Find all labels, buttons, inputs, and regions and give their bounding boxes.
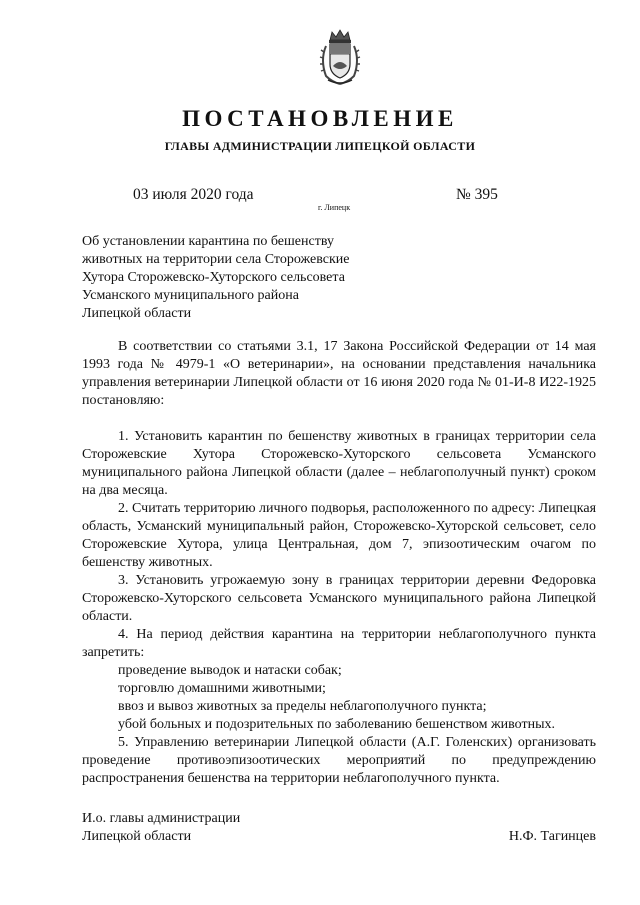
signatory-position [82,810,240,846]
document-subtitle: ГЛАВЫ АДМИНИСТРАЦИИ ЛИПЕЦКОЙ ОБЛАСТИ [164,139,476,153]
subject-line: Хутора Сторожевско-Хуторского сельсовета [82,270,345,285]
signatory-position-line: И.о. главы администрации [82,811,241,826]
document-number: № 395 [456,186,498,203]
clause-4-item: ввоз и вывоз животных за пределы неблагополучного пункта; [118,699,487,714]
clause-4-item: убой больных и подозрительных по заболеванию бешенством животных. [118,717,556,732]
clause-4-item: проведение выводок и натаски собак; [118,663,342,678]
subject-line: Усманского муниципального района [82,288,299,303]
document-body [82,338,596,788]
clause-5: 5. Управлению ветеринарии Липецкой области (А.Г. Голенских) организовать проведение противоэпизоотических мероприятий по предупреждению распространения бешенства на территории неблагополучного пункта. [82,735,596,786]
preamble-paragraph: В соответствии со статьями 3.1, 17 Закона Российской Федерации от 14 мая 1993 года № 4979-1 «О ветеринарии», на основании представления начальника управления ветеринарии Липецкой области от 16 июня 2020 года № 01-И-8 И22-1925 постановляю: [82,339,596,408]
subject-line: Липецкой области [82,306,192,321]
clause-2: 2. Считать территорию личного подворья, расположенного по адресу: Липецкая область, Усманский муниципальный район, Сторожевско-Хуторской сельсовет, село Сторожевские Хутора, улица Центральная, дом 7, эпизоотическим очагом по бешенству животных. [82,501,597,570]
subject-line: животных на территории села Сторожевские [82,252,350,267]
document-title: ПОСТАНОВЛЕНИЕ [182,106,458,131]
clause-3: 3. Установить угрожаемую зону в границах территории деревни Федоровка Сторожевско-Хуторского сельсовета Усманского муниципального района Липецкой области. [82,573,596,624]
document-subject [82,233,402,323]
clause-4-item: торговлю домашними животными; [118,681,326,696]
document-city: г. Липецк [318,203,351,212]
clause-1: 1. Установить карантин по бешенству животных в границах территории села Сторожевские Хутора Сторожевско-Хуторского сельсовета Усманского муниципального района Липецкой области (далее – неблагополучный пункт) сроком на два месяца. [82,429,596,498]
document-date: 03 июля 2020 года [133,186,254,203]
signatory-name: Н.Ф. Тагинцев [508,829,596,844]
subject-line: Об установлении карантина по бешенству [82,234,334,249]
clause-4: 4. На период действия карантина на территории неблагополучного пункта запретить: [82,627,596,660]
signatory-position-line: Липецкой области [82,829,192,844]
coat-of-arms-icon [318,28,362,86]
